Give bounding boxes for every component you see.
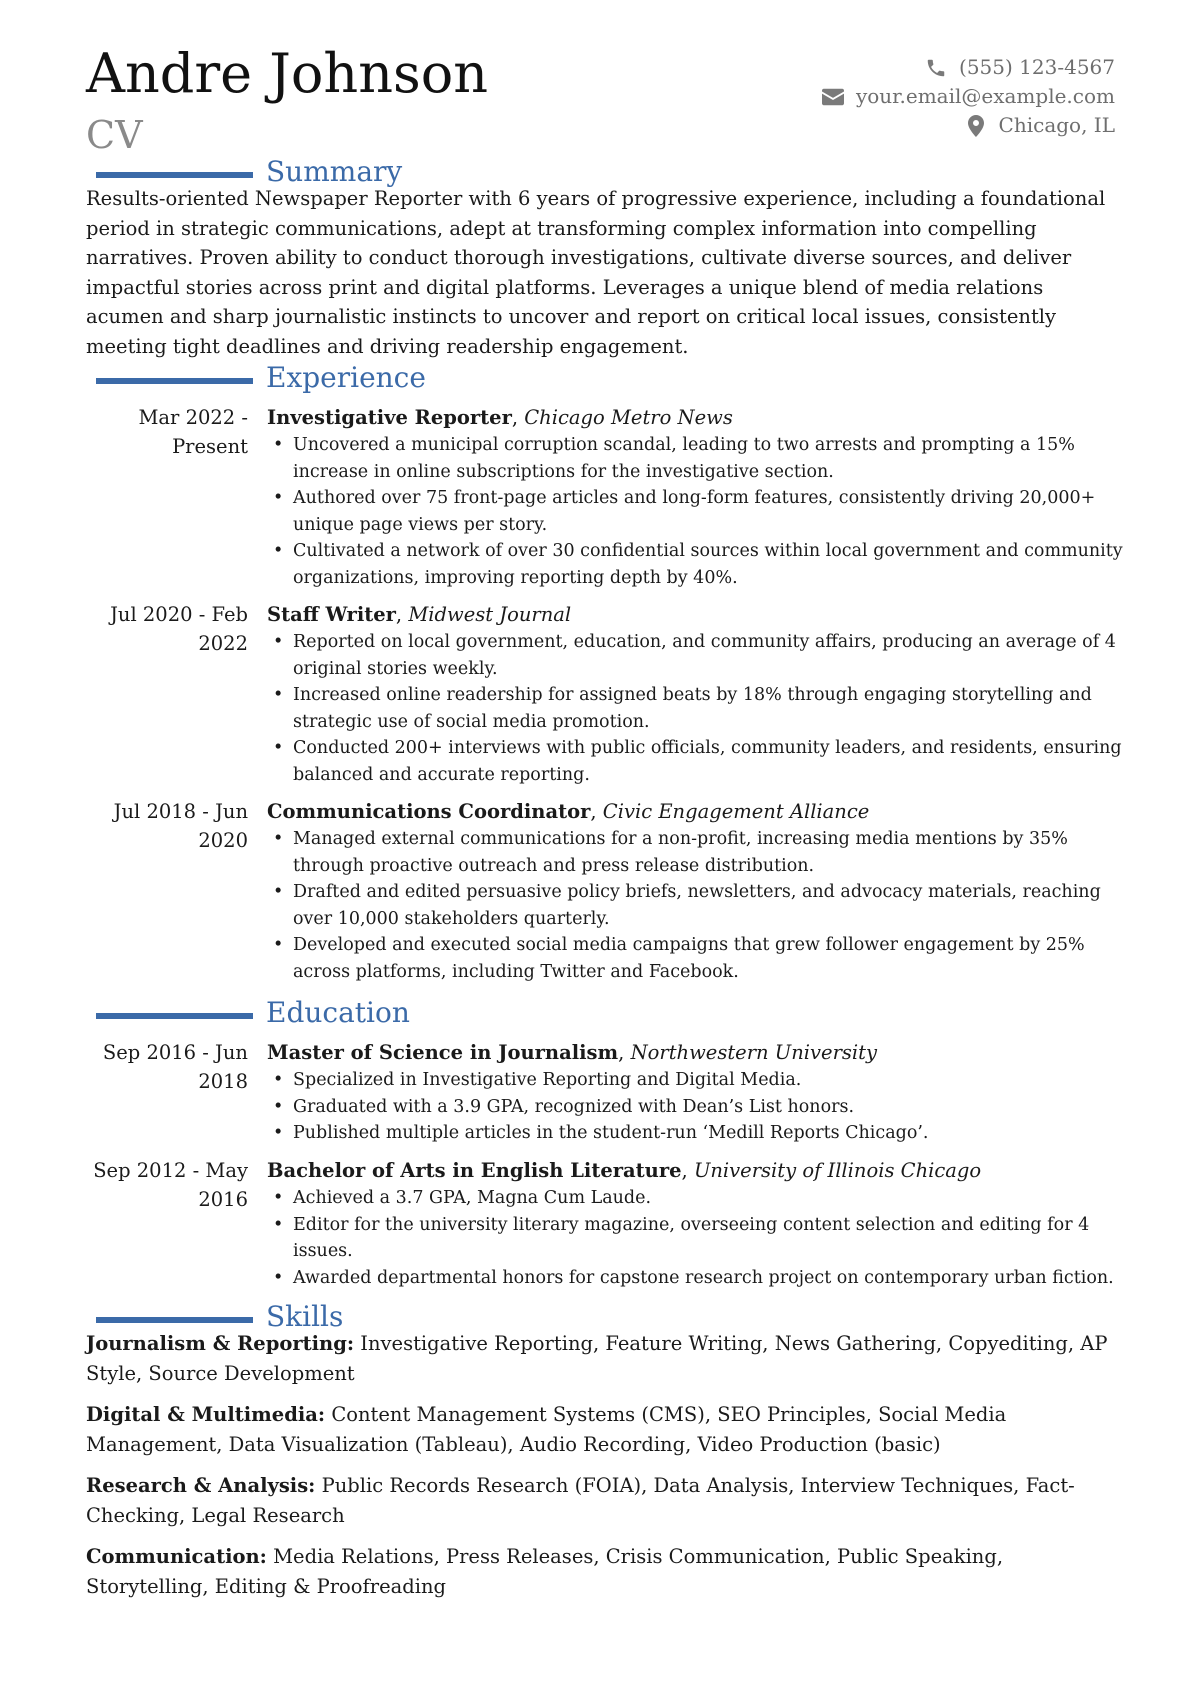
- entry-date: Jul 2018 - Jun 2020: [113, 800, 248, 852]
- section-accent-bar: [96, 1317, 253, 1323]
- skill-items: Investigative Reporting, Feature Writing, News Gathering, Copyediting, AP Style, Source Development: [86, 1332, 1108, 1385]
- list-item: • Developed and executed social media campaigns that grew follower engagement by 25% across platforms, including Twitter and Facebook.: [267, 932, 1127, 985]
- section-accent-bar: [96, 378, 253, 384]
- bullet-list: [267, 432, 1127, 591]
- job-title: Staff Writer: [267, 603, 396, 626]
- employer: Midwest Journal: [408, 603, 572, 626]
- bullet-list: [267, 1067, 1127, 1147]
- entry-heading: Master of Science in Journalism, Northwestern University: [267, 1041, 877, 1064]
- contact-email: [820, 82, 1115, 111]
- employer: Chicago Metro News: [524, 406, 733, 429]
- email-address[interactable]: your.email@example.com: [855, 84, 1115, 108]
- summary-text: Results-oriented Newspaper Reporter with 6 years of progressive experience, including a foundational period in strategic communications, adept at transforming complex information into compelling narratives. Proven ability to conduct thorough investigations, cultivate diverse sources, and deliver impactful stories across print and digital platforms. Leverages a unique blend of media relations acumen and sharp journalistic instincts to uncover and report on critical local issues, consistently meeting tight deadlines and driving readership engagement.: [86, 187, 1106, 358]
- entry-date: Mar 2022 - Present: [138, 406, 248, 458]
- list-item: • Authored over 75 front-page articles and long-form features, consistently driving 20,000+ unique page views per story.: [267, 485, 1127, 538]
- list-item: • Editor for the university literary magazine, overseeing content selection and editing for 4 issues.: [267, 1212, 1127, 1265]
- experience-heading: [86, 360, 1116, 396]
- skill-items: Media Relations, Press Releases, Crisis Communication, Public Speaking, Storytelling, Editing & Proofreading: [86, 1545, 1004, 1598]
- education-heading: [86, 995, 1116, 1031]
- entry-heading: Communications Coordinator, Civic Engagement Alliance: [267, 800, 870, 823]
- skill-group: [86, 1400, 1116, 1459]
- section-accent-bar: [96, 172, 253, 178]
- section-title: Education: [266, 996, 410, 1029]
- section-title: Experience: [266, 361, 426, 394]
- skill-group: [86, 1542, 1116, 1601]
- skill-category: Communication:: [86, 1545, 267, 1568]
- phone-number[interactable]: (555) 123-4567: [959, 55, 1115, 79]
- section-title: Summary: [266, 155, 403, 188]
- entry-date: Jul 2020 - Feb 2022: [110, 603, 248, 655]
- skill-group: [86, 1329, 1116, 1388]
- section-accent-bar: [96, 1013, 253, 1019]
- degree-title: Master of Science in Journalism: [267, 1041, 619, 1064]
- institution: Northwestern University: [630, 1041, 877, 1064]
- entry-heading: Bachelor of Arts in English Literature, University of Illinois Chicago: [267, 1159, 982, 1182]
- section-title: Skills: [266, 1300, 344, 1333]
- bullet-list: [267, 629, 1127, 788]
- list-item: • Awarded departmental honors for capstone research project on contemporary urban fiction.: [267, 1265, 1127, 1292]
- list-item: • Conducted 200+ interviews with public officials, community leaders, and residents, ensuring balanced and accurate reporting.: [267, 735, 1127, 788]
- contact-location: [820, 111, 1115, 140]
- document-subtitle: CV: [86, 113, 143, 157]
- entry-heading: Investigative Reporter, Chicago Metro News: [267, 406, 733, 429]
- list-item: • Specialized in Investigative Reporting and Digital Media.: [267, 1067, 1127, 1094]
- employer: Civic Engagement Alliance: [602, 800, 870, 823]
- skill-items: Content Management Systems (CMS), SEO Principles, Social Media Management, Data Visualization (Tableau), Audio Recording, Video Production (basic): [86, 1403, 1007, 1456]
- skill-category: Digital & Multimedia:: [86, 1403, 326, 1426]
- contact-phone: [820, 53, 1115, 82]
- skill-items: Public Records Research (FOIA), Data Analysis, Interview Techniques, Fact-Checking, Legal Research: [86, 1474, 1075, 1527]
- institution: University of Illinois Chicago: [693, 1159, 982, 1182]
- location-text: Chicago, IL: [998, 113, 1115, 137]
- list-item: • Drafted and edited persuasive policy briefs, newsletters, and advocacy materials, reaching over 10,000 stakeholders quarterly.: [267, 879, 1127, 932]
- person-name: Andre Johnson: [86, 42, 488, 105]
- entry-date: Sep 2016 - Jun 2018: [102, 1041, 248, 1093]
- entry-date: Sep 2012 - May 2016: [93, 1159, 248, 1211]
- map-pin-icon: [963, 115, 989, 137]
- job-title: Investigative Reporter: [267, 406, 512, 429]
- bullet-list: [267, 1185, 1127, 1291]
- skill-category: Research & Analysis:: [86, 1474, 316, 1497]
- list-item: • Published multiple articles in the student-run ‘Medill Reports Chicago’.: [267, 1120, 1127, 1147]
- skill-category: Journalism & Reporting:: [86, 1332, 355, 1355]
- list-item: • Increased online readership for assigned beats by 18% through engaging storytelling and strategic use of social media promotion.: [267, 682, 1127, 735]
- bullet-list: [267, 826, 1127, 985]
- skills-list: [86, 1329, 1116, 1613]
- entry-heading: Staff Writer, Midwest Journal: [267, 603, 572, 626]
- job-title: Communications Coordinator: [267, 800, 591, 823]
- phone-icon: [923, 57, 949, 79]
- list-item: • Achieved a 3.7 GPA, Magna Cum Laude.: [267, 1185, 1127, 1212]
- list-item: • Cultivated a network of over 30 confidential sources within local government and community organizations, improving reporting depth by 40%.: [267, 538, 1127, 591]
- contact-info: [820, 53, 1115, 140]
- list-item: • Reported on local government, education, and community affairs, producing an average of 4 original stories weekly.: [267, 629, 1127, 682]
- list-item: • Uncovered a municipal corruption scandal, leading to two arrests and prompting a 15% increase in online subscriptions for the investigative section.: [267, 432, 1127, 485]
- list-item: • Managed external communications for a non-profit, increasing media mentions by 35% through proactive outreach and press release distribution.: [267, 826, 1127, 879]
- list-item: • Graduated with a 3.9 GPA, recognized with Dean’s List honors.: [267, 1094, 1127, 1121]
- skill-group: [86, 1471, 1116, 1530]
- degree-title: Bachelor of Arts in English Literature: [267, 1159, 682, 1182]
- envelope-icon: [820, 86, 846, 108]
